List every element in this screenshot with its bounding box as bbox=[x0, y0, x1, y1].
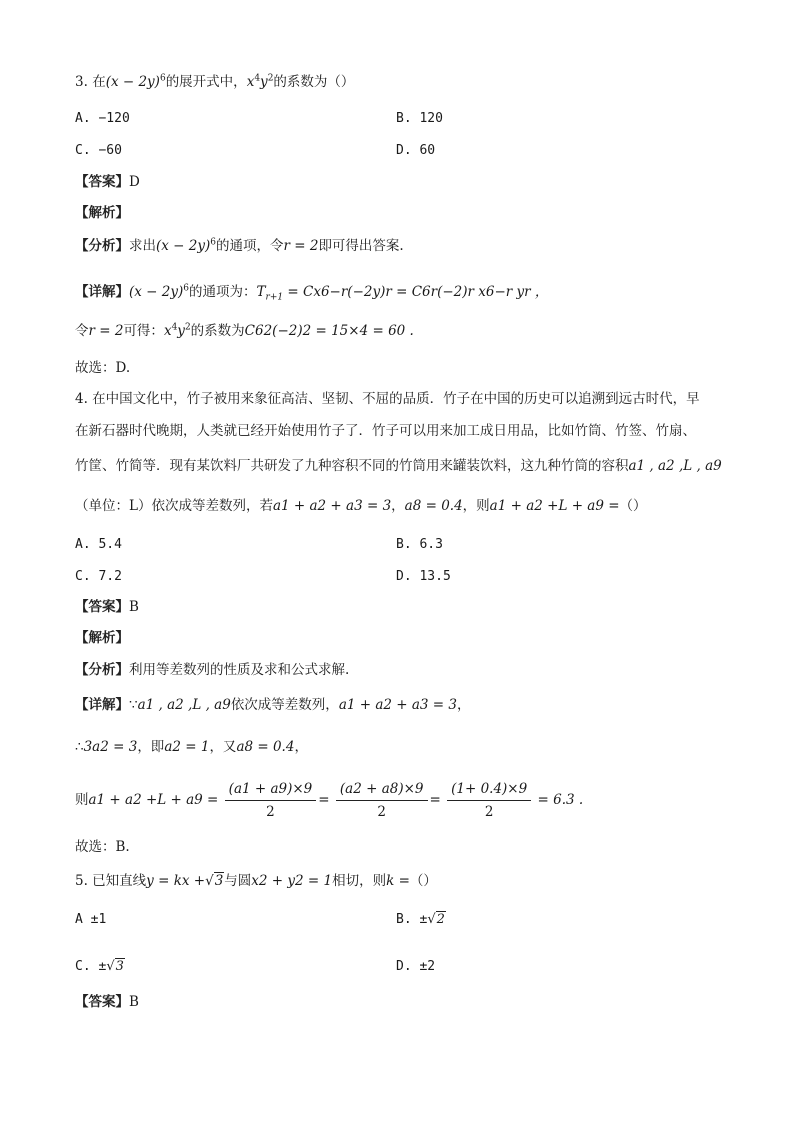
q4-step2: ∴3a2 = 3，即a2 = 1，又a8 = 0.4， bbox=[75, 739, 308, 755]
q4-step3: 则a1 + a2 +L + a9 = $\frac{(a1 + a9)\times 9}{2}$ = $\frac{(a2 + a8)\times 9}{2}$ = $\frac{(1+ 0.4)\times 9}{2}$ = 6.3 . bbox=[75, 777, 583, 823]
q4-option-b: B. 6.3 bbox=[396, 537, 443, 552]
fraction-3: $\frac{(1+ 0.4)\times 9}{2}$ bbox=[447, 778, 531, 823]
q3-option-a: A. −120 bbox=[75, 111, 130, 126]
q3-guxuan: 故选：D. bbox=[75, 360, 131, 376]
q4-stem-line3: 竹筐、竹简等．现有某饮料厂共研发了九种容积不同的竹筒用来罐装饮料，这九种竹筒的容积a1 , a2 ,L , a9 bbox=[75, 458, 722, 474]
q5-answer: 【答案】B bbox=[75, 994, 139, 1010]
q3-option-c: C. −60 bbox=[75, 143, 122, 158]
q3-fenxi: 【分析】求出$(x - 2y)^6$的通项，令r = 2即可得出答案. bbox=[75, 237, 404, 254]
q3-option-d: D. 60 bbox=[396, 143, 436, 158]
q4-fenxi: 【分析】利用等差数列的性质及求和公式求解. bbox=[75, 662, 350, 678]
q4-stem-line2: 在新石器时代晚期，人类就已经开始使用竹子了．竹子可以用来加工成日用品，比如竹筒、竹签、竹扇、 bbox=[75, 423, 696, 439]
q3-analysis-heading: 【解析】 bbox=[75, 205, 129, 221]
q4-answer: 【答案】B bbox=[75, 599, 139, 615]
fraction-2: $\frac{(a2 + a8)\times 9}{2}$ bbox=[336, 778, 428, 823]
q3-option-b: B. 120 bbox=[396, 111, 443, 126]
q4-option-d: D. 13.5 bbox=[396, 569, 451, 584]
q4-guxuan: 故选：B. bbox=[75, 839, 130, 855]
fraction-1: $\frac{(a1 + a9)\times 9}{2}$ bbox=[225, 778, 317, 823]
q5-option-a: A ±1 bbox=[75, 912, 107, 927]
q4-stem-line1: 4. 在中国文化中，竹子被用来象征高洁、坚韧、不屈的品质．竹子在中国的历史可以追溯到远古时代，早 bbox=[75, 391, 700, 407]
q3-ling: 令r = 2可得：$x^4y^2$的系数为C62(−2)2 = 15×4 = 60 . bbox=[75, 322, 414, 339]
q3-answer: 【答案】D bbox=[75, 174, 140, 190]
q5-option-c: C. ±√3 bbox=[75, 959, 124, 974]
q5-stem: 5. 已知直线y = kx +√3与圆x2 + y2 = 1相切，则k =（） bbox=[75, 873, 437, 889]
q4-stem-line4: （单位：L）依次成等差数列，若a1 + a2 + a3 = 3，a8 = 0.4，则a1 + a2 +L + a9 =（） bbox=[75, 498, 647, 514]
q4-option-c: C. 7.2 bbox=[75, 569, 122, 584]
q3-xiangjie: 【详解】$(x - 2y)^6$的通项为：$T_{r+1} = Cx6-r(-2y)r = C6r(-2)r$ x6−r yr ， bbox=[75, 283, 549, 303]
q4-analysis-heading: 【解析】 bbox=[75, 630, 129, 646]
q4-option-a: A. 5.4 bbox=[75, 537, 122, 552]
q5-option-d: D. ±2 bbox=[396, 959, 436, 974]
q4-xiangjie: 【详解】∵a1 , a2 ,L , a9依次成等差数列，a1 + a2 + a3 = 3， bbox=[75, 697, 471, 713]
q5-option-b: B. ±√2 bbox=[396, 912, 445, 927]
q3-stem: 3. 在$(x - 2y)^6$的展开式中，$x^4y^2$的系数为（） bbox=[75, 73, 355, 90]
